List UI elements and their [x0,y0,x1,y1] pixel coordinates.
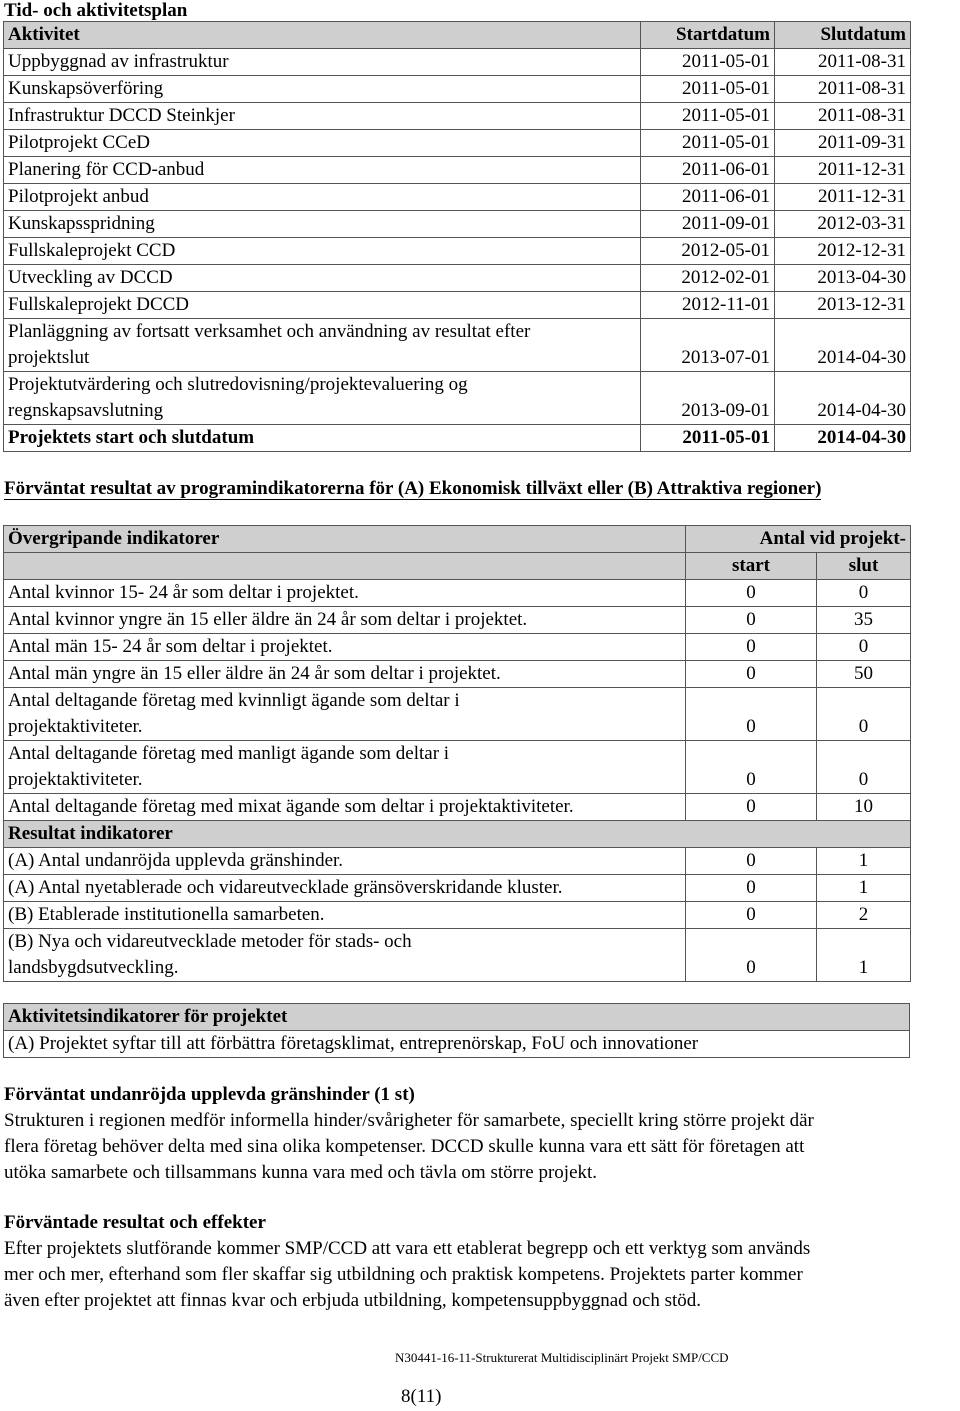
results-heading [4,476,884,502]
table-row [4,902,911,929]
indicators-subheader-row [4,553,911,580]
activity-name: Pilotprojekt CCeD [4,130,641,157]
indicator-label: Antal kvinnor 15- 24 år som deltar i projektet. [4,580,686,607]
indicator-start: 0 [686,875,817,902]
end-date: 2011-08-31 [775,103,911,130]
table-row [4,580,911,607]
indicator-end: 2 [817,902,911,929]
indicator-end: 0 [817,580,911,607]
end-date: 2011-08-31 [775,49,911,76]
indicator-start: 0 [686,929,817,982]
page-number: 8(11) [401,1386,442,1407]
indicator-label-line1: Antal deltagande företag med manligt ägande som deltar i [8,743,450,764]
activity-name [4,372,641,425]
indicator-end: 10 [817,794,911,821]
paragraph-line: utöka samarbete och tillsammans kunna vara med och tävla om större projekt. [4,1162,598,1183]
table-row [4,49,911,76]
result-indicator-label: (B) Etablerade institutionella samarbeten. [4,902,686,929]
activity-name: Pilotprojekt anbud [4,184,641,211]
indicator-start: 0 [686,741,817,794]
footer-text: N30441-16-11-Strukturerat Multidisciplinärt Projekt SMP/CCD [395,1350,729,1365]
activity-indicators-table [3,1003,910,1058]
indicator-end: 0 [817,741,911,794]
paragraph-line: även efter projektet att finnas kvar och erbjuda utbildning, kompetensuppbyggnad och stöd. [4,1290,702,1311]
total-start-date: 2011-05-01 [641,425,775,452]
table-row [4,319,911,372]
start-date: 2012-05-01 [641,238,775,265]
table-row [4,1031,910,1058]
table-row [4,929,911,982]
table-row [4,265,911,292]
indicator-start: 0 [686,634,817,661]
activity-name: Uppbyggnad av infrastruktur [4,49,641,76]
result-indicators-header-row [4,821,911,848]
activity-name: Infrastruktur DCCD Steinkjer [4,103,641,130]
table-row [4,634,911,661]
table-row [4,103,911,130]
result-indicator-label [4,929,686,982]
start-date: 2011-06-01 [641,157,775,184]
indicator-start: 0 [686,607,817,634]
indicator-label-line2: projektaktiviteter. [8,716,143,737]
result-indicator-label-line1: (B) Nya och vidareutvecklade metoder för stads- och [8,931,412,952]
result-indicator-label: (A) Antal nyetablerade och vidareutvecklade gränsöverskridande kluster. [4,875,686,902]
table-row [4,157,911,184]
table-row [4,848,911,875]
indicator-end: 1 [817,875,911,902]
indicator-end: 1 [817,929,911,982]
activity-indicators-header: Aktivitetsindikatorer för projektet [4,1004,910,1031]
schedule-table [3,21,911,452]
start-date: 2013-09-01 [641,372,775,425]
paragraph-line: flera företag behöver delta med sina olika kompetenser. DCCD skulle kunna vara ett sätt för företagen att [4,1136,805,1157]
activity-name: Fullskaleprojekt DCCD [4,292,641,319]
column-header-start: Startdatum [641,22,775,49]
start-date: 2011-05-01 [641,49,775,76]
indicator-label [4,688,686,741]
result-indicator-label: (A) Antal undanröjda upplevda gränshinder. [4,848,686,875]
end-date: 2013-04-30 [775,265,911,292]
indicator-label-line2: projektaktiviteter. [8,769,143,790]
end-date: 2011-09-31 [775,130,911,157]
results-heading-text: Förväntat resultat av programindikatorerna för (A) Ekonomisk tillväxt eller (B) Attraktiva regioner) [4,478,822,499]
table-row [4,211,911,238]
activity-name-line2: projektslut [8,347,90,368]
total-label: Projektets start och slutdatum [4,425,641,452]
table-row [4,76,911,103]
table-row [4,607,911,634]
start-date: 2012-11-01 [641,292,775,319]
indicator-start: 0 [686,848,817,875]
start-date: 2013-07-01 [641,319,775,372]
end-date: 2014-04-30 [775,319,911,372]
barriers-section [4,1082,956,1186]
indicator-end: 0 [817,688,911,741]
table-row [4,238,911,265]
indicator-start: 0 [686,661,817,688]
indicator-label-line1: Antal deltagande företag med kvinnligt ägande som deltar i [8,690,460,711]
end-date: 2014-04-30 [775,372,911,425]
table-row [4,794,911,821]
activity-name: Fullskaleprojekt CCD [4,238,641,265]
activity-name-line2: regnskapsavslutning [8,400,164,421]
activity-name: Planering för CCD-anbud [4,157,641,184]
indicator-label [4,741,686,794]
indicator-start: 0 [686,688,817,741]
indicator-label: Antal män yngre än 15 eller äldre än 24 år som deltar i projektet. [4,661,686,688]
column-header-end: Slutdatum [775,22,911,49]
start-date: 2012-02-01 [641,265,775,292]
start-date: 2011-09-01 [641,211,775,238]
indicator-start: 0 [686,580,817,607]
effects-heading: Förväntade resultat och effekter [4,1212,266,1233]
overall-indicators-header: Övergripande indikatorer [4,526,686,553]
table-row [4,688,911,741]
total-end-date: 2014-04-30 [775,425,911,452]
barriers-heading: Förväntat undanröjda upplevda gränshinder (1 st) [4,1084,415,1105]
start-date: 2011-05-01 [641,76,775,103]
activity-indicator-label: (A) Projektet syftar till att förbättra företagsklimat, entreprenörskap, FoU och innovationer [4,1031,910,1058]
end-date: 2011-12-31 [775,157,911,184]
activity-name: Utveckling av DCCD [4,265,641,292]
end-date: 2012-03-31 [775,211,911,238]
result-indicators-header: Resultat indikatorer [4,821,911,848]
column-header-activity: Aktivitet [4,22,641,49]
activity-name: Kunskapsspridning [4,211,641,238]
start-date: 2011-05-01 [641,130,775,157]
indicator-label: Antal kvinnor yngre än 15 eller äldre än 24 år som deltar i projektet. [4,607,686,634]
start-header: start [686,553,817,580]
paragraph-line: Strukturen i regionen medför informella hinder/svårigheter för samarbete, speciellt kring större projekt där [4,1110,814,1131]
table-row [4,184,911,211]
indicators-table [3,525,911,982]
indicator-end: 0 [817,634,911,661]
start-date: 2011-06-01 [641,184,775,211]
start-date: 2011-05-01 [641,103,775,130]
subheader-empty [4,553,686,580]
end-date: 2011-12-31 [775,184,911,211]
activity-name: Kunskapsöverföring [4,76,641,103]
indicator-start: 0 [686,902,817,929]
table-row [4,875,911,902]
table-row [4,372,911,425]
indicator-label: Antal män 15- 24 år som deltar i projektet. [4,634,686,661]
end-date: 2011-08-31 [775,76,911,103]
table-row [4,661,911,688]
activity-name-line1: Projektutvärdering och slutredovisning/projektevaluering og [8,374,468,395]
count-header: Antal vid projekt- [686,526,911,553]
indicator-start: 0 [686,794,817,821]
effects-section [4,1210,956,1314]
table-row [4,292,911,319]
end-header: slut [817,553,911,580]
schedule-header-row [4,22,911,49]
activity-name [4,319,641,372]
paragraph-line: mer och mer, efterhand som fler skaffar sig utbildning och praktisk kompetens. Projektets parter kommer [4,1264,803,1285]
page-title: Tid- och aktivitetsplan [4,0,222,23]
result-indicator-label-line2: landsbygdsutveckling. [8,957,179,978]
total-row [4,425,911,452]
indicator-end: 50 [817,661,911,688]
indicators-header-row [4,526,911,553]
activity-name-line1: Planläggning av fortsatt verksamhet och användning av resultat efter [8,321,531,342]
end-date: 2012-12-31 [775,238,911,265]
indicator-end: 1 [817,848,911,875]
paragraph-line: Efter projektets slutförande kommer SMP/CCD att vara ett etablerat begrepp och ett verktyg som används [4,1238,811,1259]
activity-indicators-header-row [4,1004,910,1031]
indicator-label: Antal deltagande företag med mixat ägande som deltar i projektaktiviteter. [4,794,686,821]
table-row [4,130,911,157]
end-date: 2013-12-31 [775,292,911,319]
indicator-end: 35 [817,607,911,634]
table-row [4,741,911,794]
